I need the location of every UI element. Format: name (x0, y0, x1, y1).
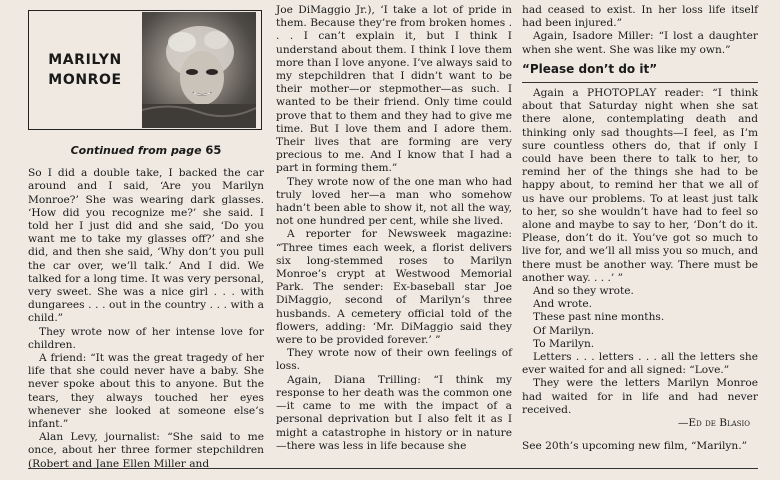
paragraph: Again a PHOTOPLAY reader: “I think about that Saturday night when she sat there alone, contemplating death and thinking only sad thoughts—I feel, as I’m sure countless others do, that if only I could have been there to talk to her, to remind her of the things she had to be happy about, to remind her that we all of us have our problems. To at least just talk to her, so she wouldn’t have had to feel so alone and maybe to say to her, ‘Don’t do it. Please, don’t do it. You’ve got so much to live for, and we’ll all miss you so much, and there must be another way. There must be another way. . . .’ ” (522, 87, 758, 284)
continued-page-number: 65 (205, 143, 222, 157)
paragraph: A friend: “It was the great tragedy of her life that she could never have a baby. She never spoke about this to anyone. But the tears, they always touched her eyes whenever she looked at someone else’s infant.” (28, 352, 264, 431)
closing-verse (522, 285, 758, 417)
paragraph: Alan Levy, journalist: “She said to me once, about her three former stepchildren (Robert and Jane Ellen Miller and (28, 431, 264, 470)
verse-line: Of Marilyn. (533, 324, 595, 337)
column-2 (276, 4, 512, 453)
continued-note (28, 144, 264, 157)
portrait-illustration (142, 12, 256, 128)
paragraph: A reporter for Newsweek magazine: “Three times each week, a florist delivers six long-stemmed roses to Marilyn Monroe’s crypt at Westwood Memorial Park. The sender: Ex-baseball star Joe DiMaggio, second of Marilyn’s three husbands. A cemetery official told of the flowers, adding: ‘Mr. DiMaggio said they were to be provided forever.’ ” (276, 228, 512, 347)
paragraph: Again, Isadore Miller: “I lost a daughter when she went. She was like my own.” (522, 30, 758, 56)
verse-line: They were the letters Marilyn Monroe had waited for in life and had never received. (522, 377, 758, 416)
paragraph: had ceased to exist. In her loss life itself had been injured.” (522, 4, 758, 30)
section-heading: “Please don’t do it” (522, 63, 758, 83)
paragraph: Again, Diana Trilling: “I think my response to her death was the common one—it came to me with the impact of a personal deprivation but I also felt it as I might a catastrophe in history or in nature—there was less in life because she (276, 373, 512, 452)
footer-note: See 20th’s upcoming new film, “Marilyn.” (522, 440, 747, 453)
column-1 (28, 10, 264, 471)
verse-line: And so they wrote. (533, 285, 634, 298)
verse-line: These past nine months. (533, 311, 665, 324)
author-signoff: —Ed de Blasio (677, 417, 750, 430)
paragraph: Joe DiMaggio Jr.), ‘I take a lot of pride in them. Because they’re from broken homes . . . I can’t explain it, but I think I understand about them. I think I love them more than I love anyone. I’ve always said to my stepchildren that I didn’t want to be their mother—or stepmother—as such. I wanted to be their friend. Only time could prove that to them and they had to give me time. But I love them and I adore them. Their lives that are forming are very precious to me. And I know that I had a part in forming them.” (276, 4, 512, 175)
paragraph: They wrote now of her intense love for children. (28, 325, 264, 351)
paragraph: So I did a double take, I backed the car around and I said, ‘Are you Marilyn Monroe?’ She was wearing dark glasses. ‘How did you recognize me?’ she said. I told her I just did and she said, ‘Do you want me to take my glasses off?’ and she did, and then she said, ‘Why don’t you pull the car over, we’ll talk.’ And I did. We talked for a long time. It was very personal, very sweet. She was a nice girl . . . with dungarees . . . out in the country . . . with a child.” (28, 167, 264, 325)
title-line-2: MONROE (48, 72, 122, 88)
continued-prefix: Continued from page (70, 144, 202, 157)
paragraph: They wrote now of the one man who had truly loved her—a man who somehow hadn’t been able to show it, not all the way, not one hundred per cent, while she lived. (276, 175, 512, 228)
bottom-divider (28, 468, 758, 469)
paragraph: They wrote now of their own feelings of loss. (276, 347, 512, 373)
verse-line: To Marilyn. (533, 337, 595, 350)
portrait-photo (142, 12, 256, 128)
verse-line: And wrote. (533, 298, 593, 311)
spacer (522, 430, 758, 440)
column-3 (522, 4, 758, 454)
article-header-box (28, 10, 262, 130)
title-line-1: MARILYN (48, 52, 122, 68)
verse-line: Letters . . . letters . . . all the letters she ever waited for and all signed: “Love.” (522, 351, 758, 377)
article-title (29, 11, 141, 129)
